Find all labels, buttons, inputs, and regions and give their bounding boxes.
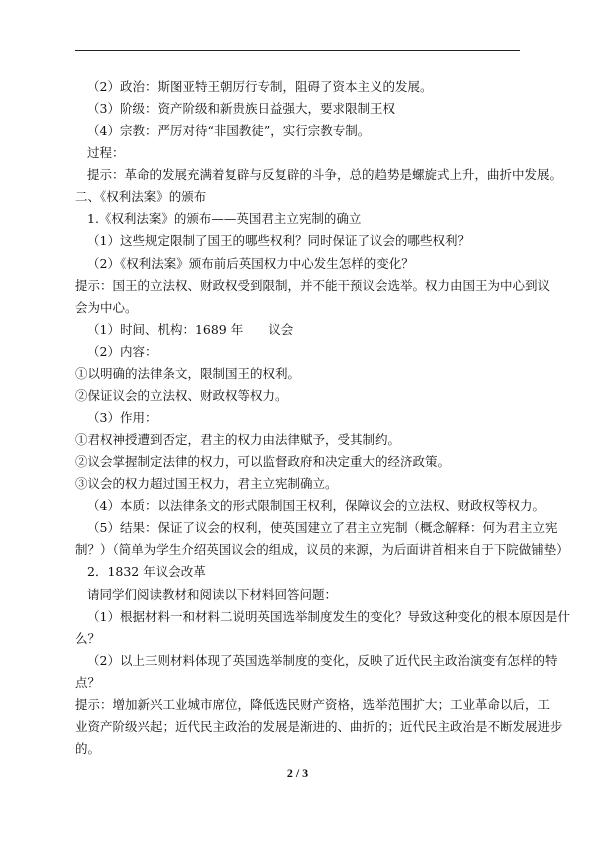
text-line: （2）内容：	[87, 344, 158, 359]
text-line: （3）阶级：资产阶级和新贵族日益强大，要求限制王权	[87, 101, 395, 116]
text-line: 点？	[75, 675, 101, 690]
text-line: 过程：	[87, 145, 125, 160]
text-line: （1）这些规定限制了国王的哪些权利？同时保证了议会的哪些权利？	[87, 233, 470, 248]
text-line: 会为中心。	[75, 300, 138, 315]
text-line: （2）政治：斯图亚特王朝厉行专制，阻碍了资本主义的发展。	[87, 79, 433, 94]
subsection-heading: 2．1832 年议会改革	[87, 564, 206, 579]
text-line: （1）根据材料一和材料二说明英国选举制度发生的变化？导致这种变化的根本原因是什	[87, 609, 570, 624]
text-line: （2）以上三则材料体现了英国选举制度的变化，反映了近代民主政治演变有怎样的特	[87, 653, 558, 668]
list-item: ②保证议会的立法权、财政权等权力。	[75, 388, 288, 403]
text-line: 制？）（简单为学生介绍英国议会的组成，议员的来源，为后面讲首相来自于下院做铺垫）	[75, 542, 569, 557]
page-number: 2 / 3	[286, 766, 309, 780]
section-heading: 二、《权利法案》的颁布	[75, 189, 207, 204]
text-line: （3）作用：	[87, 410, 158, 425]
text-line: 业资产阶级兴起；近代民主政治的发展是渐进的、曲折的；近代民主政治是不断发展进步	[75, 719, 563, 734]
text-line: 提示：国王的立法权、财政权受到限制，并不能干预议会选举。权力由国王为中心到议	[75, 278, 551, 293]
text-line: 提示：革命的发展充满着复辟与反复辟的斗争，总的趋势是螺旋式上升，曲折中发展。	[87, 167, 563, 182]
list-item: ①君权神授遭到否定，君主的权力由法律赋予，受其制约。	[75, 432, 401, 447]
list-item: ③议会的权力超过国王权力，君主立宪制确立。	[75, 476, 338, 491]
list-item: ②议会掌握制定法律的权力，可以监督政府和决定重大的经济政策。	[75, 454, 451, 469]
text-line: 提示：增加新兴工业城市席位，降低选民财产资格，选举范围扩大；工业革命以后，工	[75, 697, 551, 712]
subsection-heading: 1.《权利法案》的颁布——英国君主立宪制的确立	[87, 211, 362, 226]
text-line: （1）时间、机构：1689 年 议会	[87, 322, 294, 337]
text-line: （4）本质：以法律条文的形式限制国王权利，保障议会的立法权、财政权等权力。	[87, 498, 545, 513]
text-line: 请同学们阅读教材和阅读以下材料回答问题：	[87, 587, 338, 602]
list-item: ①以明确的法律条文，限制国王的权利。	[75, 366, 301, 381]
header-rule	[75, 50, 520, 51]
text-line: （4）宗教：严厉对待“非国教徒”，实行宗教专制。	[87, 123, 371, 138]
text-line: （5）结果：保证了议会的权利，使英国建立了君主立宪制（概念解释：何为君主立宪	[87, 520, 558, 535]
text-line: 的。	[75, 741, 101, 756]
text-line: 么？	[75, 631, 101, 646]
text-line: （2）《权利法案》颁布前后英国权力中心发生怎样的变化？	[87, 256, 414, 271]
